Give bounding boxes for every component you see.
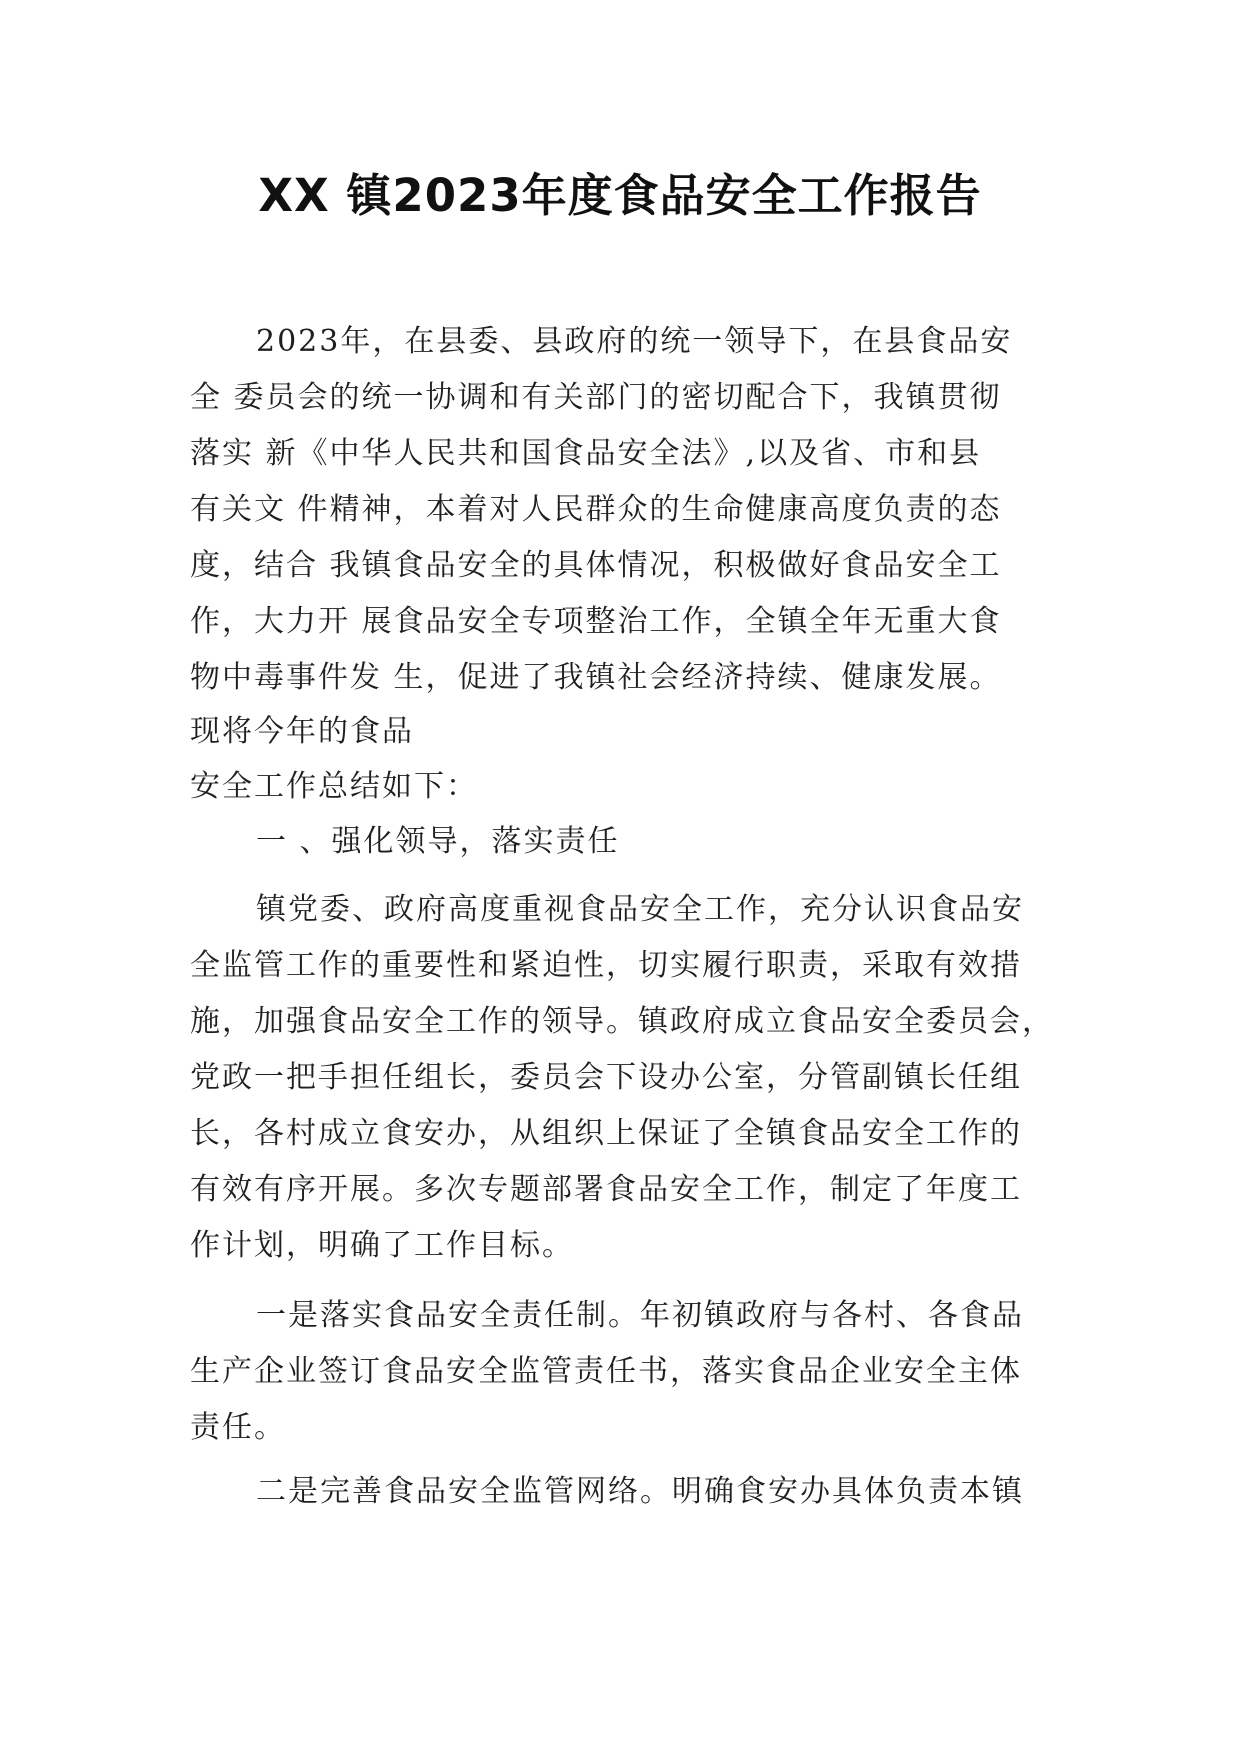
paragraph-line: 物中毒事件发 生，促进了我镇社会经济持续、健康发展。 xyxy=(190,660,1002,695)
paragraph-line: 全监管工作的重要性和紧迫性，切实履行职责，采取有效措 xyxy=(190,948,1022,983)
paragraph-line: 二是完善食品安全监管网络。明确食安办具体负责本镇 xyxy=(256,1474,1024,1509)
paragraph-line: 有关文 件精神，本着对人民群众的生命健康高度负责的态 xyxy=(190,492,1002,527)
paragraph-line: 作计划，明确了工作目标。 xyxy=(190,1228,574,1263)
paragraph-line: 镇党委、政府高度重视食品安全工作，充分认识食品安 xyxy=(256,892,1024,927)
paragraph-line: 2023年，在县委、县政府的统一领导下，在县食品安 xyxy=(256,324,1013,359)
paragraph-line: 一是落实食品安全责任制。年初镇政府与各村、各食品 xyxy=(256,1298,1024,1333)
paragraph-line: 全 委员会的统一协调和有关部门的密切配合下，我镇贯彻 xyxy=(190,380,1002,415)
paragraph-line: 责任。 xyxy=(190,1410,286,1445)
paragraph-line: 长，各村成立食安办，从组织上保证了全镇食品安全工作的 xyxy=(190,1116,1022,1151)
paragraph-line: 度，结合 我镇食品安全的具体情况，积极做好食品安全工 xyxy=(190,548,1002,583)
paragraph-line: 有效有序开展。多次专题部署食品安全工作，制定了年度工 xyxy=(190,1172,1022,1207)
paragraph-line: 落实 新《中华人民共和国食品安全法》,以及省、市和县 xyxy=(190,436,982,471)
paragraph-line: 生产企业签订食品安全监管责任书，落实食品企业安全主体 xyxy=(190,1354,1022,1389)
document-title: XX 镇2023年度食品安全工作报告 xyxy=(258,169,982,222)
section-heading: 一 、强化领导，落实责任 xyxy=(256,824,620,859)
paragraph-line: 党政一把手担任组长，委员会下设办公室，分管副镇长任组 xyxy=(190,1060,1022,1095)
paragraph-line: 施，加强食品安全工作的领导。镇政府成立食品安全委员会， xyxy=(190,1004,1054,1039)
paragraph-line: 作，大力开 展食品安全专项整治工作，全镇全年无重大食 xyxy=(190,604,1002,639)
paragraph-line: 安全工作总结如下： xyxy=(190,769,478,804)
paragraph-line: 现将今年的食品 xyxy=(190,714,414,749)
